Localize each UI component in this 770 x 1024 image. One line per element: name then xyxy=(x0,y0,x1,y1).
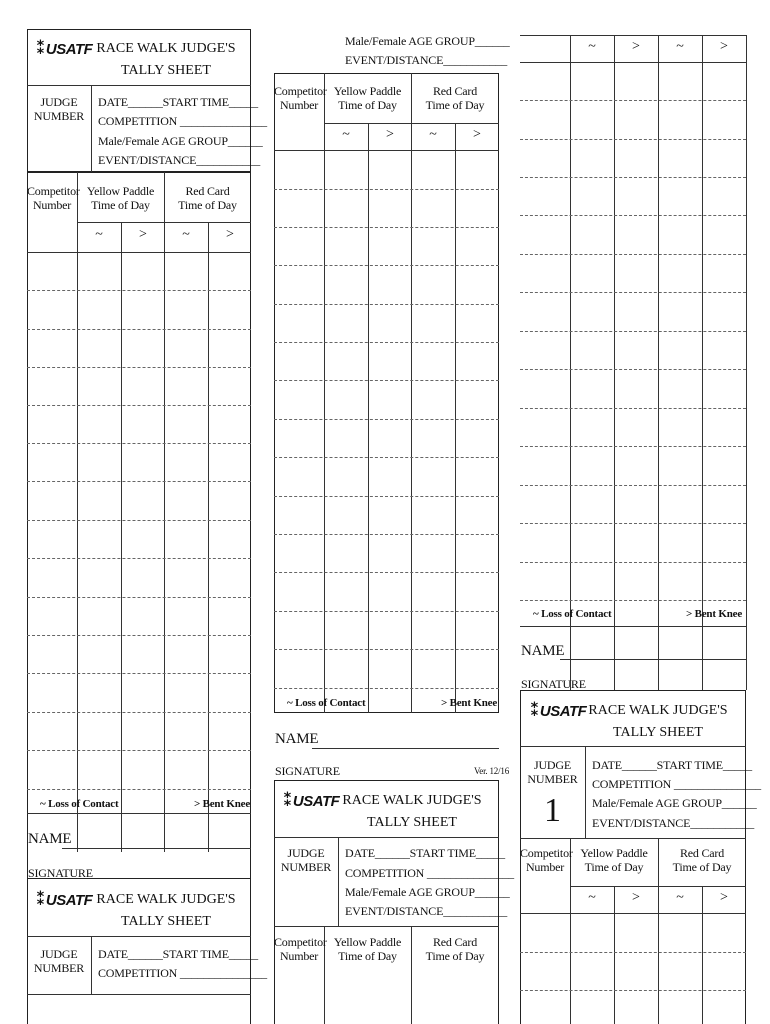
competitor-number-header: Competitor Number xyxy=(274,935,327,963)
legend-bent-knee: > Bent Knee xyxy=(686,608,743,620)
red-card-header: Red Card Time of Day xyxy=(178,184,237,212)
bent-knee-icon: > xyxy=(386,127,394,142)
competition-field[interactable]: COMPETITION _______________ xyxy=(98,966,267,980)
loss-of-contact-icon: ~ xyxy=(182,227,190,242)
judge-number-label: JUDGE NUMBER xyxy=(280,846,332,874)
legend-bent-knee: > Bent Knee xyxy=(441,697,498,709)
red-card-header: Red Card Time of Day xyxy=(672,846,732,874)
sheet-title: RACE WALK JUDGE'S TALLY SHEET xyxy=(342,793,482,830)
usatf-logo: ⁑USATF xyxy=(36,889,93,909)
bent-knee-icon: > xyxy=(139,227,147,242)
legend-loss-of-contact: ~ Loss of Contact xyxy=(287,697,366,709)
red-card-header: Red Card Time of Day xyxy=(425,935,485,963)
date-start-field[interactable]: DATE______START TIME_____ xyxy=(345,846,505,860)
loss-of-contact-icon: ~ xyxy=(676,890,684,905)
yellow-paddle-header: Yellow Paddle Time of Day xyxy=(86,184,155,212)
name-field[interactable]: NAME xyxy=(521,643,565,659)
age-group-field[interactable]: Male/Female AGE GROUP______ xyxy=(345,34,510,48)
competitor-number-header: Competitor Number xyxy=(520,846,573,874)
bent-knee-icon: > xyxy=(632,890,640,905)
competition-field[interactable]: COMPETITION _______________ xyxy=(592,777,761,791)
loss-of-contact-icon: ~ xyxy=(342,127,350,142)
tally-grid-2 xyxy=(274,73,499,713)
usatf-logo: ⁑USATF xyxy=(283,790,340,810)
event-field[interactable]: EVENT/DISTANCE___________ xyxy=(98,153,261,167)
signature-field[interactable]: SIGNATURE xyxy=(275,764,340,778)
bent-knee-icon: > xyxy=(226,227,234,242)
judge-number-label: JUDGE NUMBER xyxy=(33,95,85,123)
competitor-number-header: Competitor Number xyxy=(27,184,80,212)
usatf-logo: ⁑USATF xyxy=(36,38,93,58)
legend-loss-of-contact: ~ Loss of Contact xyxy=(40,798,119,810)
event-field[interactable]: EVENT/DISTANCE___________ xyxy=(345,904,508,918)
age-group-field[interactable]: Male/Female AGE GROUP______ xyxy=(98,134,263,148)
loss-of-contact-icon: ~ xyxy=(588,39,596,54)
sheet-title: RACE WALK JUDGE'S TALLY SHEET xyxy=(588,703,728,740)
bent-knee-icon: > xyxy=(632,39,640,54)
age-group-field[interactable]: Male/Female AGE GROUP______ xyxy=(345,885,510,899)
bent-knee-icon: > xyxy=(720,39,728,54)
usatf-logo: ⁑USATF xyxy=(530,700,587,720)
red-card-header: Red Card Time of Day xyxy=(425,84,485,112)
bent-knee-icon: > xyxy=(720,890,728,905)
event-field[interactable]: EVENT/DISTANCE___________ xyxy=(592,816,755,830)
competition-field[interactable]: COMPETITION _______________ xyxy=(98,114,267,128)
sheet-title: RACE WALK JUDGE'S TALLY SHEET xyxy=(96,892,236,929)
legend-loss-of-contact: ~ Loss of Contact xyxy=(533,608,612,620)
sheet-title: RACE WALK JUDGE'S TALLY SHEET xyxy=(96,41,236,78)
yellow-paddle-header: Yellow Paddle Time of Day xyxy=(333,935,402,963)
legend-bent-knee: > Bent Knee xyxy=(194,798,251,810)
competitor-number-header: Competitor Number xyxy=(274,84,327,112)
signature-field[interactable]: SIGNATURE xyxy=(28,866,93,880)
event-field[interactable]: EVENT/DISTANCE___________ xyxy=(345,53,508,67)
signature-field[interactable]: SIGNATURE xyxy=(521,677,586,691)
version-label: Ver. 12/16 xyxy=(474,766,509,776)
name-field[interactable]: NAME xyxy=(28,831,72,847)
judge-number-label: JUDGE NUMBER xyxy=(527,758,578,786)
loss-of-contact-icon: ~ xyxy=(429,127,437,142)
date-start-field[interactable]: DATE______START TIME_____ xyxy=(98,947,258,961)
yellow-paddle-header: Yellow Paddle Time of Day xyxy=(333,84,402,112)
age-group-field[interactable]: Male/Female AGE GROUP______ xyxy=(592,796,757,810)
judge-number-label: JUDGE NUMBER xyxy=(33,947,85,975)
name-field[interactable]: NAME xyxy=(275,731,319,747)
date-start-field[interactable]: DATE______START TIME_____ xyxy=(592,758,752,772)
judge-number-value: 1 xyxy=(544,792,561,829)
yellow-paddle-header: Yellow Paddle Time of Day xyxy=(580,846,648,874)
competition-field[interactable]: COMPETITION _______________ xyxy=(345,866,514,880)
loss-of-contact-icon: ~ xyxy=(588,890,596,905)
loss-of-contact-icon: ~ xyxy=(676,39,684,54)
date-start-field[interactable]: DATE______START TIME_____ xyxy=(98,95,258,109)
bent-knee-icon: > xyxy=(473,127,481,142)
loss-of-contact-icon: ~ xyxy=(95,227,103,242)
